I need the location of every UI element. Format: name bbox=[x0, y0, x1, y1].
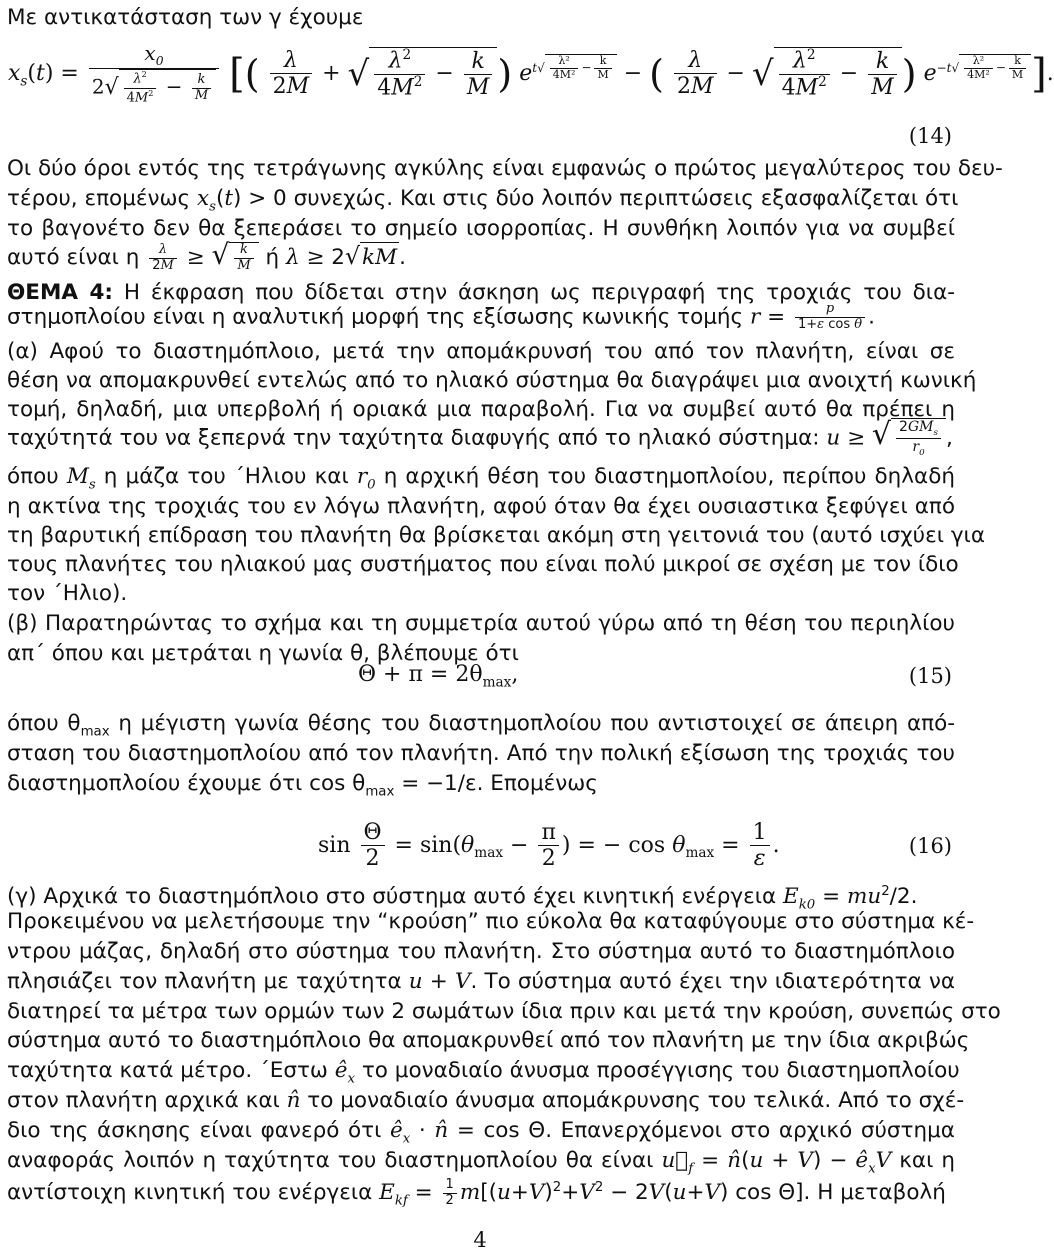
para1-line2: τέρου, επομένως $x_s(t) > 0$ συνεχώς. Και στις δύο λοιπόν περιπτώσεις εξασφαλίζεται ότι bbox=[7, 186, 959, 215]
part-b-line4: σταση του διαστημοπλοίου από τον πλανήτη. Από την πολική εξίσωση της τροχιάς του bbox=[7, 741, 955, 766]
part-a-line5: όπου $M_s$ η μάζα του ΄Ηλιου και $r_0$ η αρχική θέση του διαστημοπλοίου, περίπου δηλαδή bbox=[7, 464, 955, 493]
equation-14: $x_s(t)$ = $x_0$ 2√ $\frac{\lambda^2}{4M^2}$ − $\frac{k}{M}$ [( $\frac{\lambda}{2M}$ + √ $\frac{\lambda^2}{4M^2}$ − $\frac{k}{M}$ ) $e^{t√ \frac{\text{λ²}}{\text{4M²}} - \frac{k}{M}}$ − ( $\frac{\lambda}{2M}$ − √ $\frac{\lambda^2}{4M^2}$ − $\frac{k}{M}$ ) $e^{-t√ \frac{\text{λ²}}{\text{4M²}} - \frac{k}{M}}$ ]. bbox=[8, 41, 1054, 105]
eq14-intro: Με αντικατάσταση των γ έχουμε bbox=[7, 5, 364, 30]
part-c-line5: διατηρεί τα μέτρα των ορμών των 2 σωμάτων ίδια πριν και μετά την κρούση, συνεπώς στο bbox=[7, 999, 1001, 1024]
part-c-line6: σύστημα αυτό το διαστημόπλοιο θα απομακρυνθεί από τον πλανήτη με την ίδια ακριβώς bbox=[7, 1028, 970, 1053]
part-c-line10: αναφοράς λοιπόν η ταχύτητα του διαστημοπλοίου θα είναι $u⃗_f$ = n̂(u + $V) - ê_xV$ και η bbox=[7, 1148, 956, 1177]
eq14-number: (14) bbox=[908, 124, 952, 148]
part-a-line6: η ακτίνα της τροχιάς του εν λόγω πλανήτη, αφού όταν θα έχει ουσιαστικα ξεφύγει από bbox=[7, 494, 955, 519]
para1-line1: Οι δύο όροι εντός της τετράγωνης αγκύλης είναι εμφανώς ο πρώτος μεγαλύτερος του δευ- bbox=[7, 156, 1003, 181]
equation-15: $\Theta + \pi = 2\theta_{max}$, bbox=[358, 662, 519, 691]
part-a-line7: τη βαρυτική επίδραση του πλανήτη θα βρίσκεται ακόμη στη γειτονιά του (αυτό ισχύει για bbox=[7, 523, 985, 548]
eq16-number: (16) bbox=[908, 834, 952, 858]
part-a-line2: θέση να απομακρυνθεί εντελώς από το ηλιακό σύστημα θα διαγράψει μια ανοιχτή κωνική bbox=[7, 368, 977, 393]
part-c-line3: ντρου μάζας, δηλαδή στο σύστημα του πλανήτη. Στο σύστημα αυτό το διαστημόπλοιο bbox=[7, 939, 955, 964]
part-a-line9: τον ΄Ηλιο). bbox=[7, 581, 128, 606]
part-a-line1: (α) Αφού το διαστημόπλοιο, μετά την απομάκρυνσή του από τον πλανήτη, είναι σε bbox=[7, 339, 955, 364]
para1-line4: αυτό είναι η $\frac{\lambda}{2M}$ ≥ √ $\frac{k}{M}$ ή λ ≥ 2√kM. bbox=[7, 238, 406, 273]
part-c-line4: πλησιάζει τον πλανήτη με ταχύτητα u + V. Το σύστημα αυτό έχει την ιδιατερότητα να bbox=[7, 969, 956, 994]
part-c-line11: αντίστοιχη κινητική του ενέργεια $E_{kf}$ = $\frac{1}{2}$ $m[(u+V)^2+V^2 - 2V(u+V)$ cos Θ]. Η μεταβολή bbox=[7, 1176, 946, 1209]
equation-16: sin $\frac{\Theta}{2}$ = $\sin(\theta_{max}$ − $\frac{\pi}{2}$ ) = − $\cos \theta_{max}$ = $\frac{1}{\varepsilon}$ . bbox=[318, 820, 780, 872]
part-b-line3: όπου $\theta_{max}$ η μέγιστη γωνία θέσης του διαστημοπλοίου που αντιστοιχεί σε άπειρη από- bbox=[7, 711, 956, 740]
part-b-line1: (β) Παρατηρώντας το σχήμα και τη συμμετρία αυτού γύρω από τη θέση του περιηλίου bbox=[7, 611, 955, 636]
part-b-line2: απ΄ όπου και μετράται η γωνία θ, βλέπουμε ότι bbox=[7, 641, 519, 666]
part-b-line5: διαστημοπλοίου έχουμε ότι $\cos \theta_{max} = -1/\varepsilon$. Επομένως bbox=[7, 771, 598, 800]
thema4-line1: ΘΕΜΑ 4: Η έκφραση που δίδεται στην άσκηση ως περιγραφή της τροχιάς του δια- bbox=[7, 280, 955, 305]
part-c-line7: ταχύτητα κατά μέτρο. ΄Εστω $ê_x$ το μοναδιαίο άνυσμα προσέγγισης του διαστημοπλοίου bbox=[7, 1058, 960, 1087]
eq15-number: (15) bbox=[908, 664, 952, 688]
part-a-line4: ταχύτητά του να ξεπερνά την ταχύτητα διαφυγής από το ηλιακό σύστημα: u ≥ √ $\frac{2GM_s}{r_0}$ , bbox=[7, 417, 953, 458]
page-number: 4 bbox=[473, 1228, 487, 1252]
part-a-line8: τους πλανήτες του ηλιακού μας συστήματος που είναι πολύ μικροί σε σχέση με τον ίδιο bbox=[7, 552, 959, 577]
para1-line3: το βαγονέτο δεν θα ξεπεράσει το σημείο ισορροπίας. Η συνθήκη λοιπόν για να συμβεί bbox=[7, 216, 955, 241]
thema4-line2: στημοπλοίου είναι η αναλυτική μορφή της εξίσωσης κωνικής τομής r = $\frac{p}{\text{1+ε cos θ}}$ . bbox=[7, 301, 875, 332]
part-c-line1: (γ) Αρχικά το διαστημόπλοιο στο σύστημα αυτό έχει κινητική ενέργεια $E_{k0} = mu^2/2$. bbox=[7, 884, 918, 913]
part-c-line8: στον πλανήτη αρχικά και n̂ το μοναδιαίο άνυσμα απομάκρυνσης του τελικά. Από το σχέ- bbox=[7, 1088, 965, 1113]
part-a-line3: τομή, δηλαδή, μια υπερβολή ή οριακά μια παραβολή. Για να συμβεί αυτό θα πρέπει η bbox=[7, 397, 955, 422]
part-c-line2: Προκειμένου να μελετήσουμε την “κρούση” πιο εύκολα θα καταφύγουμε στο σύστημα κέ- bbox=[7, 909, 975, 934]
part-c-line9: διο της άσκησης είναι φανερό ότι $ê_x$ · n̂ = cos Θ. Επανερχόμενοι στο αρχικό σύστημα bbox=[7, 1118, 955, 1147]
